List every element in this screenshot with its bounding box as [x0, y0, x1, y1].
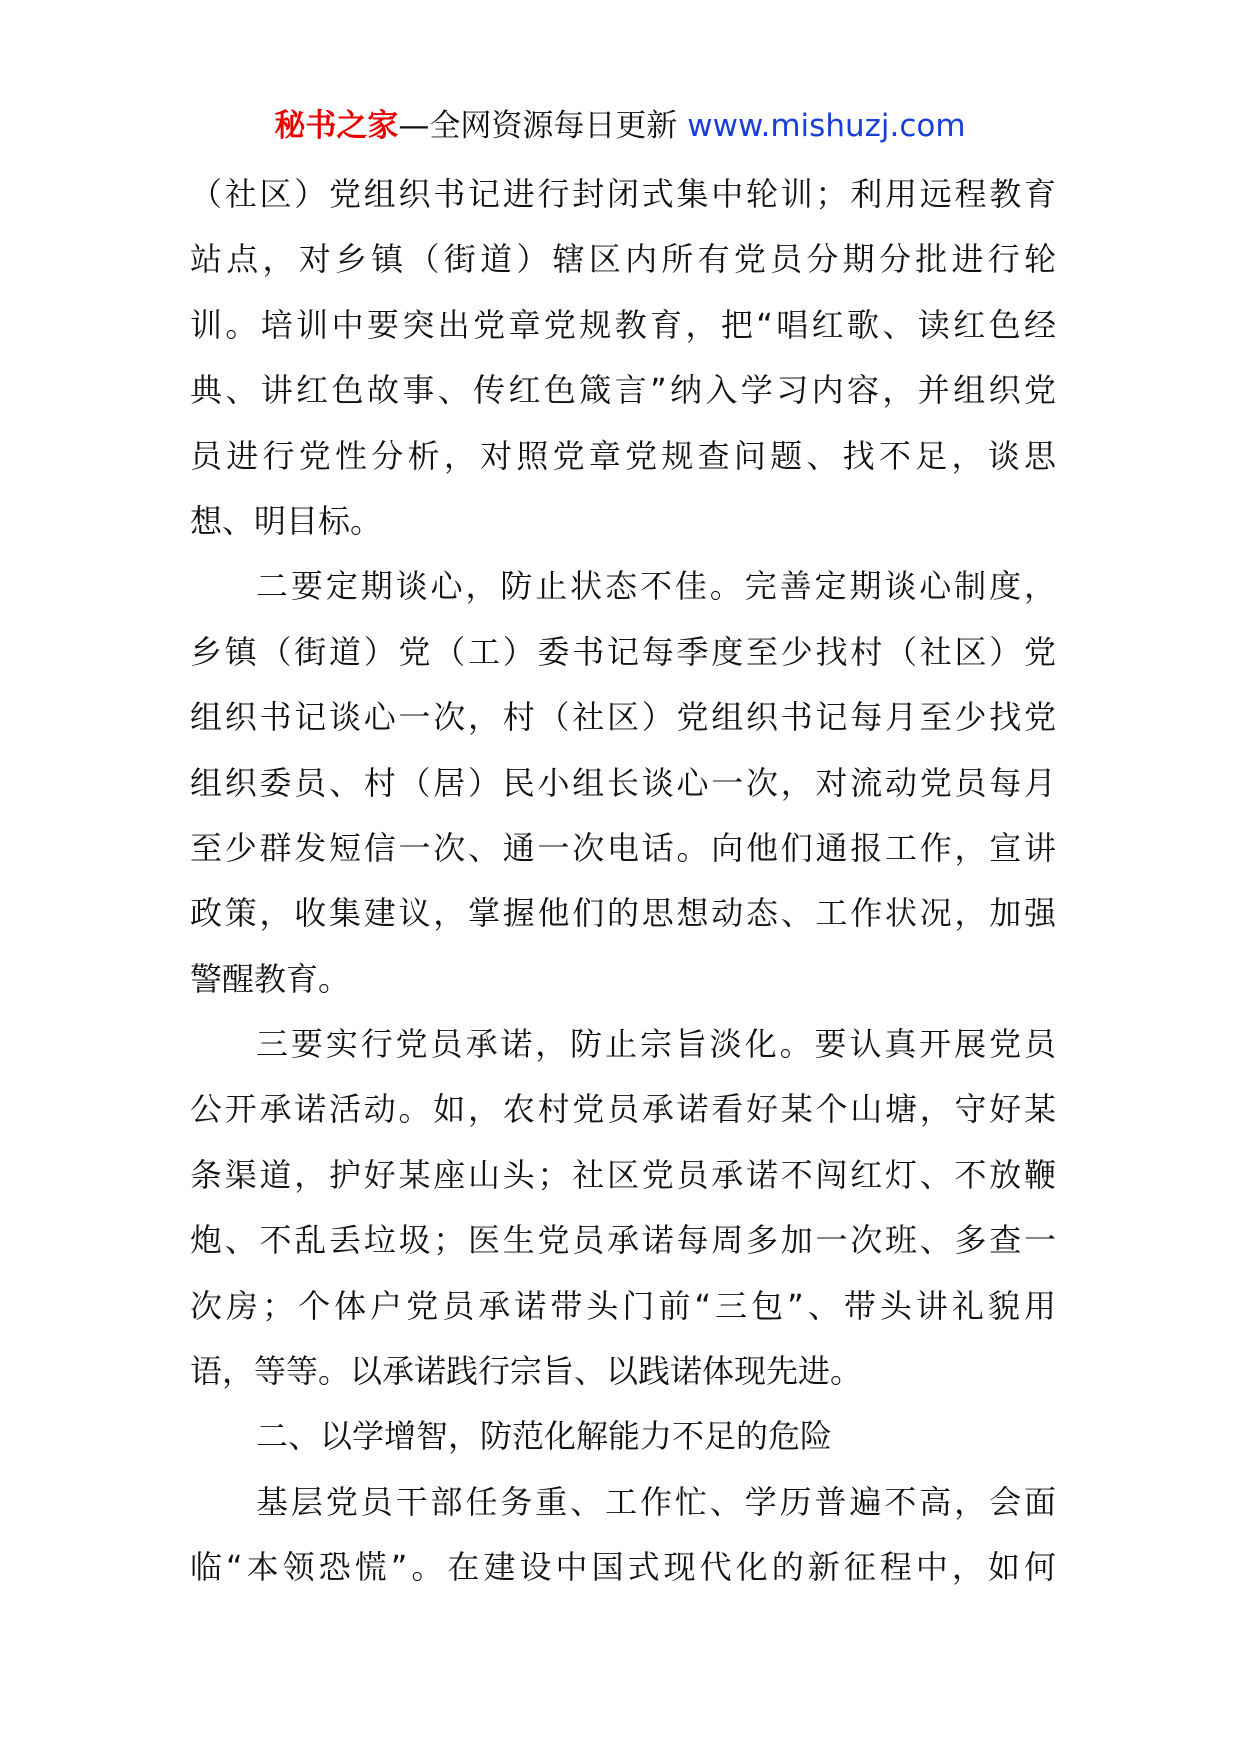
- text-line: 次房；个体户党员承诺带头门前“三包”、带头讲礼貌用: [190, 1286, 1056, 1325]
- text-line: 政策，收集建议，掌握他们的思想动态、工作状况，加强: [190, 894, 1056, 933]
- text-line: 组织书记谈心一次，村（社区）党组织书记每月至少找党: [190, 698, 1056, 737]
- header-tagline: —全网资源每日更新: [398, 108, 688, 144]
- text-line: 公开承诺活动。如，农村党员承诺看好某个山塘，守好某: [190, 1090, 1056, 1129]
- text-line: 警醒教育。: [190, 959, 351, 998]
- paragraph-start: 三要实行党员承诺，防止宗旨淡化。要认真开展党员: [256, 1025, 1056, 1064]
- text-line: 条渠道，护好某座山头；社区党员承诺不闯红灯、不放鞭: [190, 1155, 1056, 1194]
- text-line: 至少群发短信一次、通一次电话。向他们通报工作，宣讲: [190, 828, 1056, 867]
- page-header: [0, 98, 1240, 154]
- brand-name: 秘书之家: [274, 108, 399, 144]
- text-line: 典、讲红色故事、传红色箴言”纳入学习内容，并组织党: [190, 371, 1056, 410]
- paragraph-start: 基层党员干部任务重、工作忙、学历普遍不高，会面: [256, 1482, 1056, 1521]
- text-line: 组织委员、村（居）民小组长谈心一次，对流动党员每月: [190, 763, 1056, 802]
- text-line: 想、明目标。: [190, 501, 383, 540]
- text-line: 临“本领恐慌”。在建设中国式现代化的新征程中，如何: [190, 1548, 1056, 1587]
- section-heading: 二、以学增智，防范化解能力不足的危险: [256, 1417, 833, 1456]
- text-line: 语，等等。以承诺践行宗旨、以践诺体现先进。: [190, 1352, 863, 1391]
- site-url-link[interactable]: www.mishuzj.com: [687, 108, 966, 144]
- document-body: [190, 162, 1056, 1601]
- text-line: 训。培训中要突出党章党规教育，把“唱红歌、读红色经: [190, 305, 1056, 344]
- text-line: 炮、不乱丢垃圾；医生党员承诺每周多加一次班、多查一: [190, 1221, 1056, 1260]
- text-line: （社区）党组织书记进行封闭式集中轮训；利用远程教育: [190, 175, 1056, 213]
- text-line: 站点，对乡镇（街道）辖区内所有党员分期分批进行轮: [190, 240, 1056, 279]
- paragraph-start: 二要定期谈心，防止状态不佳。完善定期谈心制度，: [256, 567, 1056, 606]
- text-line: 乡镇（街道）党（工）委书记每季度至少找村（社区）党: [190, 632, 1056, 671]
- text-line: 员进行党性分析，对照党章党规查问题、找不足，谈思: [190, 436, 1056, 475]
